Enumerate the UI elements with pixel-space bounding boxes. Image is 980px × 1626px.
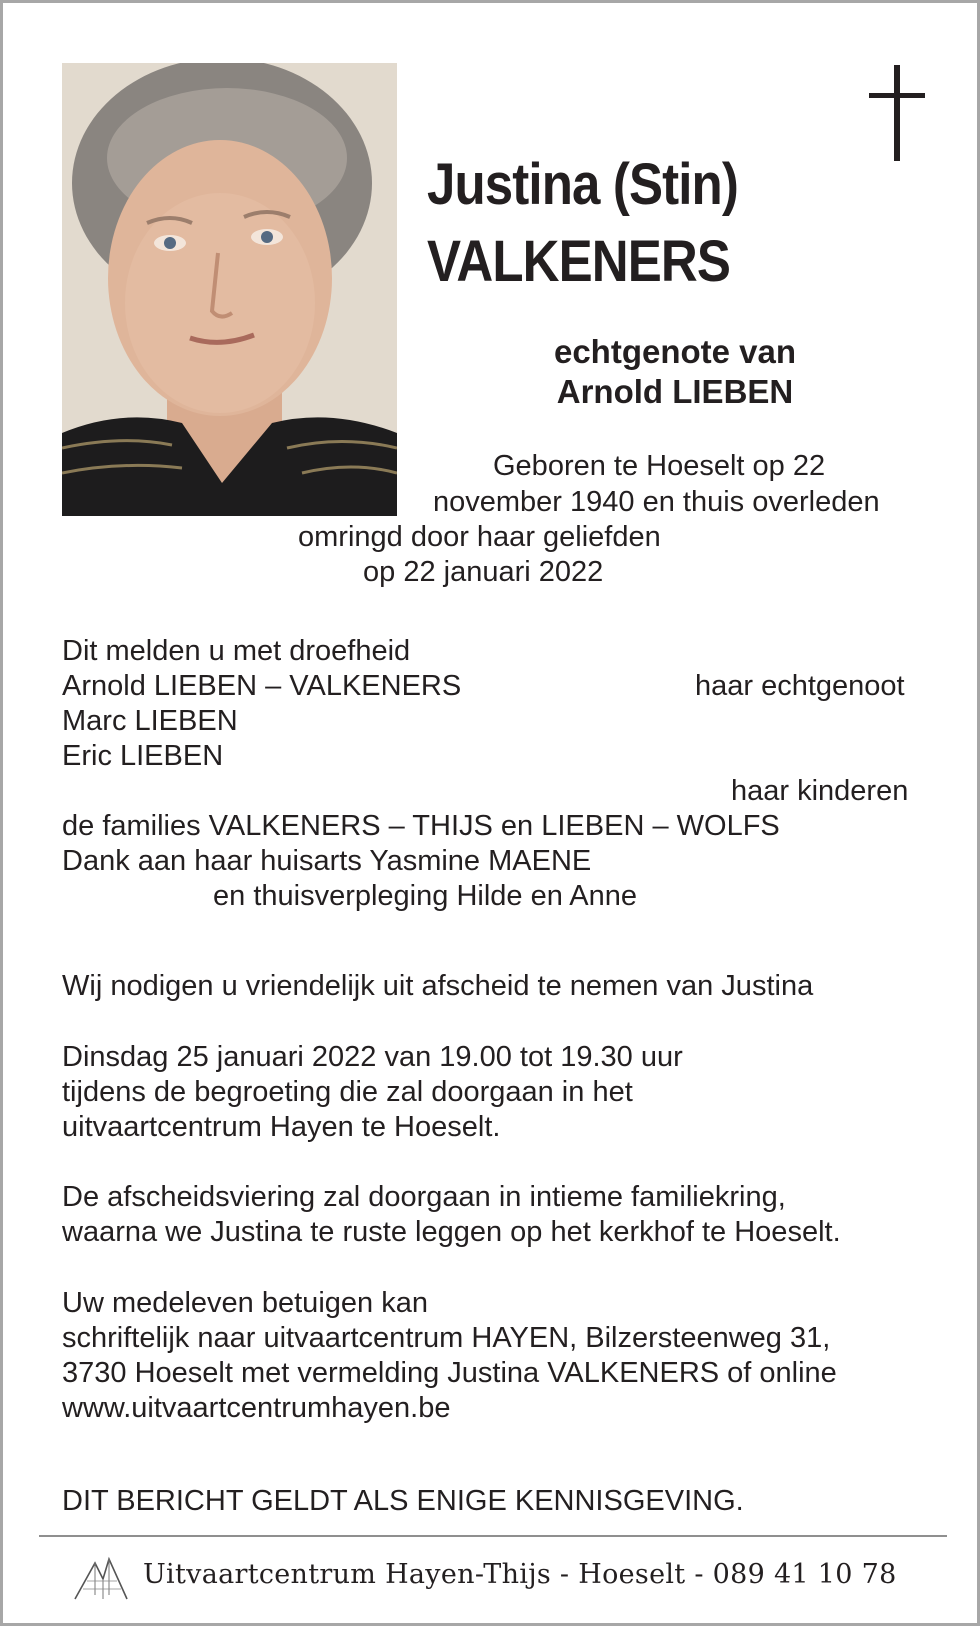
condolences-line-2: schriftelijk naar uitvaartcentrum HAYEN, Bilzersteenweg 31, bbox=[62, 1322, 831, 1354]
condolences-line-1: Uw medeleven betuigen kan bbox=[62, 1287, 428, 1319]
mourners-intro: Dit melden u met droefheid bbox=[62, 635, 411, 667]
husband-role: haar echtgenoot bbox=[695, 670, 905, 702]
husband-name: Arnold LIEBEN – VALKENERS bbox=[62, 670, 462, 702]
visitation-line-3: uitvaartcentrum Hayen te Hoeselt. bbox=[62, 1111, 501, 1143]
invitation: Wij nodigen u vriendelijk uit afscheid te nemen van Justina bbox=[62, 970, 814, 1002]
children-role: haar kinderen bbox=[731, 775, 909, 807]
condolences-line-3: 3730 Hoeselt met vermelding Justina VALKENERS of online bbox=[62, 1357, 837, 1389]
cross-icon bbox=[869, 65, 925, 161]
footer-contact: Uitvaartcentrum Hayen-Thijs - Hoeselt - 089 41 10 78 bbox=[143, 1559, 897, 1590]
portrait-photo bbox=[62, 63, 397, 516]
child-2: Eric LIEBEN bbox=[62, 740, 224, 772]
visitation-line-1: Dinsdag 25 januari 2022 van 19.00 tot 19.30 uur bbox=[62, 1041, 683, 1073]
condolences-website: www.uitvaartcentrumhayen.be bbox=[62, 1392, 451, 1424]
child-1: Marc LIEBEN bbox=[62, 705, 238, 737]
ceremony-line-1: De afscheidsviering zal doorgaan in intieme familiekring, bbox=[62, 1181, 786, 1213]
notice: DIT BERICHT GELDT ALS ENIGE KENNISGEVING. bbox=[62, 1485, 744, 1517]
visitation-line-2: tijdens de begroeting die zal doorgaan in het bbox=[62, 1076, 633, 1108]
birth-death-line-4: op 22 januari 2022 bbox=[363, 556, 604, 588]
spouse-line-1: echtgenote van bbox=[553, 333, 797, 370]
birth-death-line-1: Geboren te Hoeselt op 22 bbox=[493, 450, 826, 482]
thanks-line-2: en thuisverpleging Hilde en Anne bbox=[213, 880, 638, 912]
spouse-line-2: Arnold LIEBEN bbox=[556, 373, 794, 410]
birth-death-line-2: november 1940 en thuis overleden bbox=[433, 486, 880, 518]
thanks-line-1: Dank aan haar huisarts Yasmine MAENE bbox=[62, 845, 592, 877]
families: de families VALKENERS – THIJS en LIEBEN – WOLFS bbox=[62, 810, 780, 842]
ceremony-line-2: waarna we Justina te ruste leggen op het kerkhof te Hoeselt. bbox=[62, 1216, 841, 1248]
deceased-first-name: Justina (Stin) bbox=[427, 152, 738, 217]
deceased-last-name: VALKENERS bbox=[427, 229, 731, 294]
funeral-home-logo-icon bbox=[73, 1549, 129, 1603]
footer-divider bbox=[39, 1535, 947, 1537]
birth-death-line-3: omringd door haar geliefden bbox=[298, 521, 661, 553]
